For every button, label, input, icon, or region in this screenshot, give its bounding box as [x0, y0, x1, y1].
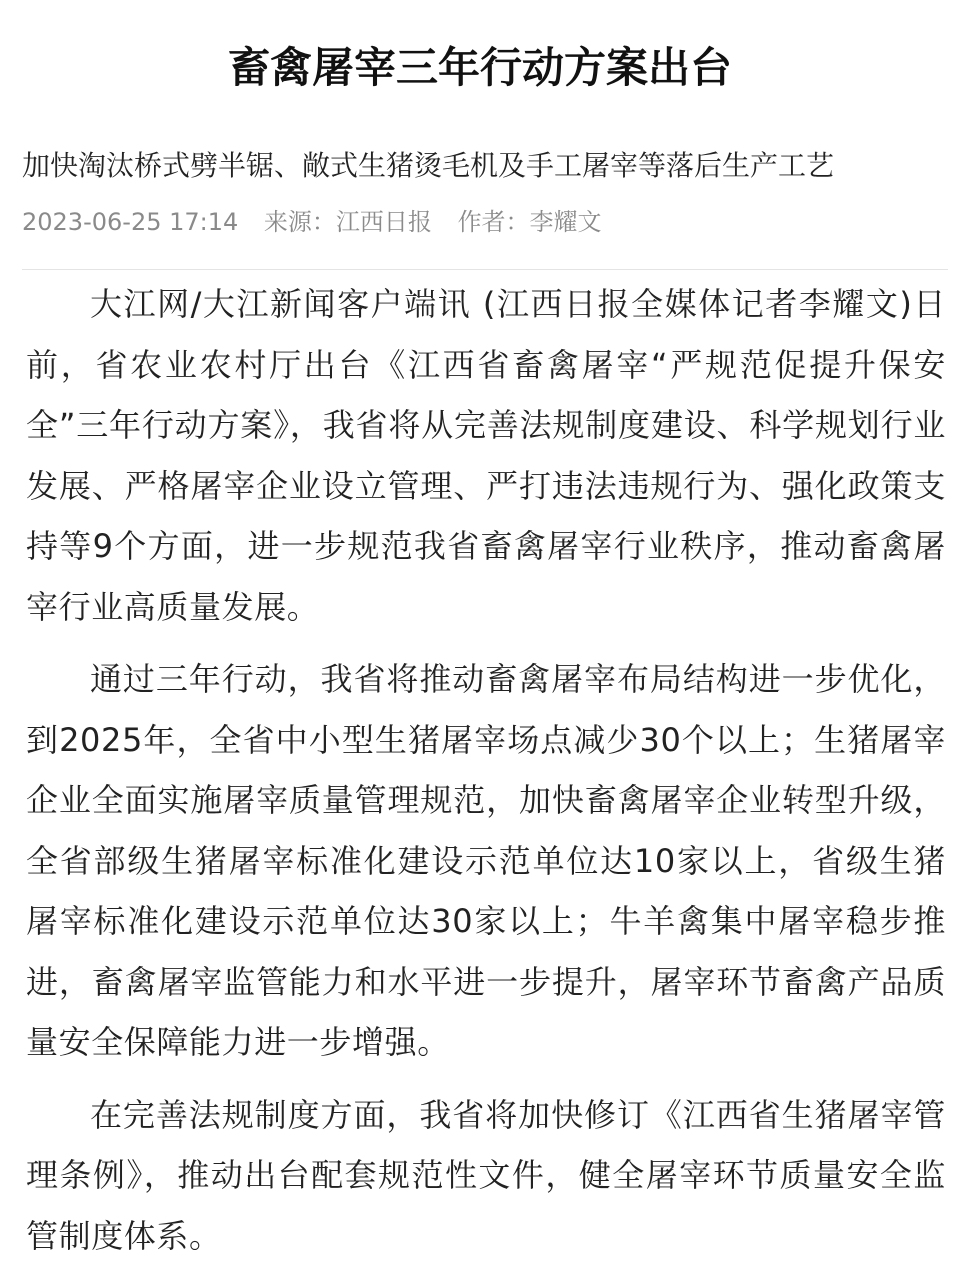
article-body [26, 274, 946, 1278]
meta-divider [22, 269, 948, 270]
article-title: 畜禽屠宰三年行动方案出台 [227, 43, 732, 92]
publish-datetime: 2023-06-25 17:14 [22, 208, 239, 236]
article-author: 作者：李耀文 [457, 208, 602, 236]
article-meta [22, 203, 620, 241]
paragraph-2: 通过三年行动，我省将推动畜禽屠宰布局结构进一步优化，到2025年，全省中小型生猪屠宰场点减少30个以上；生猪屠宰企业全面实施屠宰质量管理规范，加快畜禽屠宰企业转型升级，全省部级生猪屠宰标准化建设示范单位达10家以上，省级生猪屠宰标准化建设示范单位达30家以上；牛羊禽集中屠宰稳步推进，畜禽屠宰监管能力和水平进一步提升，屠宰环节畜禽产品质量安全保障能力进一步增强。 [26, 660, 946, 1061]
article-subtitle: 加快淘汰桥式劈半锯、敞式生猪烫毛机及手工屠宰等落后生产工艺 [22, 149, 835, 182]
paragraph-1: 大江网/大江新闻客户端讯 (江西日报全媒体记者李耀文)日前，省农业农村厅出台《江西省畜禽屠宰“严规范促提升保安全”三年行动方案》，我省将从完善法规制度建设、科学规划行业发展、严格屠宰企业设立管理、严打违法违规行为、强化政策支持等9个方面，进一步规范我省畜禽屠宰行业秩序，推动畜禽屠宰行业高质量发展。 [26, 285, 946, 626]
article-source: 来源：江西日报 [263, 208, 432, 236]
paragraph-3: 在完善法规制度方面，我省将加快修订《江西省生猪屠宰管理条例》，推动出台配套规范性文件，健全屠宰环节质量安全监管制度体系。 [26, 1095, 946, 1255]
